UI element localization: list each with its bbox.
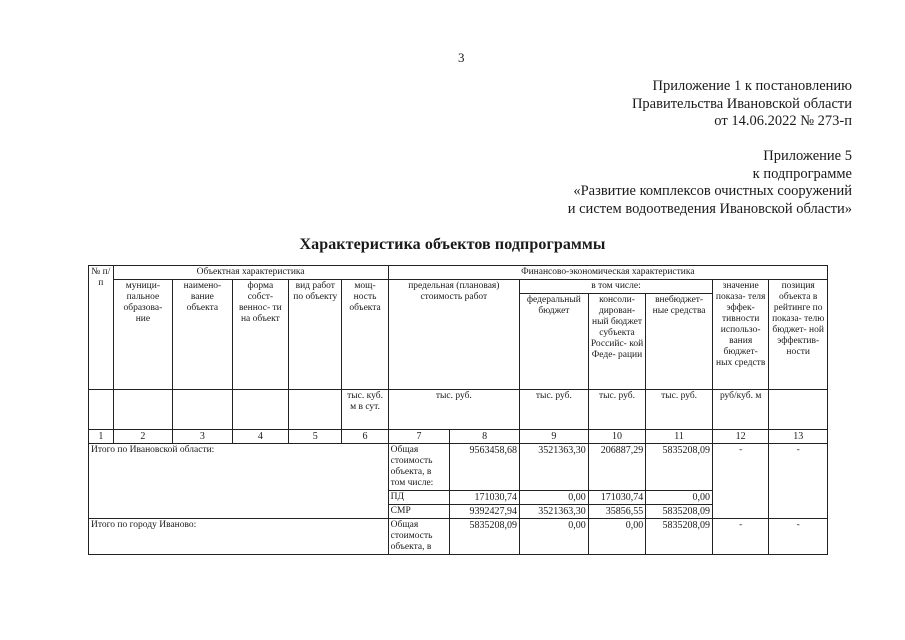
table-row — [89, 444, 828, 491]
cell-extrabudget: 0,00 — [646, 491, 713, 505]
appendix-5-line: и систем водоотведения Ивановской области» — [567, 200, 852, 217]
unit-limit-cost: тыс. руб. — [388, 390, 519, 430]
cell-total: 9563458,68 — [450, 444, 520, 491]
cell-consolidated: 0,00 — [588, 519, 645, 555]
header-limit-cost: предельная (плановая) стоимость работ — [388, 280, 519, 390]
appendix-5-line: Приложение 5 — [763, 148, 852, 164]
region-total-label: Итого по Ивановской области: — [89, 444, 389, 519]
cell-federal: 3521363,30 — [520, 444, 589, 491]
header-consolidated: консоли- дирован- ный бюджет субъекта Российс- кой Феде- рации — [588, 294, 645, 390]
cell-efficiency: - — [712, 519, 768, 555]
unit-consolidated: тыс. руб. — [588, 390, 645, 430]
header-ownership: форма собст- веннос- ти на объект — [232, 280, 288, 390]
unit-efficiency: руб/куб. м — [712, 390, 768, 430]
header-efficiency: значение показа- теля эффек- тивности использо- вания бюджет- ных средств — [712, 280, 768, 390]
line-name: СМР — [388, 505, 450, 519]
col-number: 12 — [712, 430, 768, 444]
header-rating: позиция объекта в рейтинге по показа- телю бюджет- ной эффектив- ности — [769, 280, 828, 390]
cell-total: 9392427,94 — [450, 505, 520, 519]
cell-federal: 0,00 — [520, 491, 589, 505]
col-number: 8 — [450, 430, 520, 444]
units-empty — [89, 390, 114, 430]
header-federal: федеральный бюджет — [520, 294, 589, 390]
units-empty — [232, 390, 288, 430]
cell-federal: 0,00 — [520, 519, 589, 555]
col-number: 2 — [113, 430, 173, 444]
appendix-1-line: Приложение 1 к постановлению — [652, 78, 852, 94]
col-number: 3 — [173, 430, 233, 444]
col-number: 4 — [232, 430, 288, 444]
cell-rating: - — [769, 444, 828, 519]
col-number: 11 — [646, 430, 713, 444]
units-empty — [289, 390, 342, 430]
page-number: 3 — [458, 50, 465, 65]
appendix-1-line: Правительства Ивановской области — [631, 95, 852, 112]
appendix-5-line: «Развитие комплексов очистных сооружений — [573, 183, 852, 199]
column-numbers-row — [89, 430, 828, 444]
header-municipality: муници- пальное образова- ние — [113, 280, 173, 390]
cell-extrabudget: 5835208,09 — [646, 519, 713, 555]
appendix-5-header — [568, 148, 852, 218]
unit-extrabudget: тыс. руб. — [646, 390, 713, 430]
units-empty — [173, 390, 233, 430]
unit-capacity: тыс. куб. м в сут. — [342, 390, 388, 430]
header-object-name: наимено- вание объекта — [173, 280, 233, 390]
col-number: 10 — [588, 430, 645, 444]
cell-consolidated: 206887,29 — [588, 444, 645, 491]
unit-federal: тыс. руб. — [520, 390, 589, 430]
cell-total: 5835208,09 — [450, 519, 520, 555]
header-finance-group: Финансово-экономическая характеристика — [388, 266, 827, 280]
header-capacity: мощ- ность объекта — [342, 280, 388, 390]
objects-table — [88, 265, 828, 555]
cell-federal: 3521363,30 — [520, 505, 589, 519]
col-number: 13 — [769, 430, 828, 444]
header-work-type: вид работ по объекту — [289, 280, 342, 390]
ivanovo-total-label: Итого по городу Иваново: — [89, 519, 389, 555]
col-number: 7 — [388, 430, 450, 444]
line-name: Общая стоимость объекта, в — [388, 519, 450, 555]
header-including: в том числе: — [520, 280, 713, 294]
cell-total: 171030,74 — [450, 491, 520, 505]
line-name: Общая стоимость объекта, в том числе: — [388, 444, 450, 491]
header-extrabudget: внебюджет- ные средства — [646, 294, 713, 390]
appendix-1-line: от 14.06.2022 № 273-п — [714, 113, 852, 129]
cell-consolidated: 35856,55 — [588, 505, 645, 519]
col-number: 1 — [89, 430, 114, 444]
units-empty — [769, 390, 828, 430]
col-number: 9 — [520, 430, 589, 444]
header-object-group: Объектная характеристика — [113, 266, 388, 280]
header-num: № п/п — [89, 266, 114, 390]
document-title: Характеристика объектов подпрограммы — [299, 236, 606, 253]
cell-extrabudget: 5835208,09 — [646, 444, 713, 491]
units-empty — [113, 390, 173, 430]
col-number: 6 — [342, 430, 388, 444]
appendix-5-line: к подпрограмме — [752, 165, 852, 182]
cell-efficiency: - — [712, 444, 768, 519]
appendix-1-header — [632, 78, 852, 131]
cell-consolidated: 171030,74 — [588, 491, 645, 505]
col-number: 5 — [289, 430, 342, 444]
table-row — [89, 519, 828, 555]
cell-extrabudget: 5835208,09 — [646, 505, 713, 519]
cell-rating: - — [769, 519, 828, 555]
line-name: ПД — [388, 491, 450, 505]
